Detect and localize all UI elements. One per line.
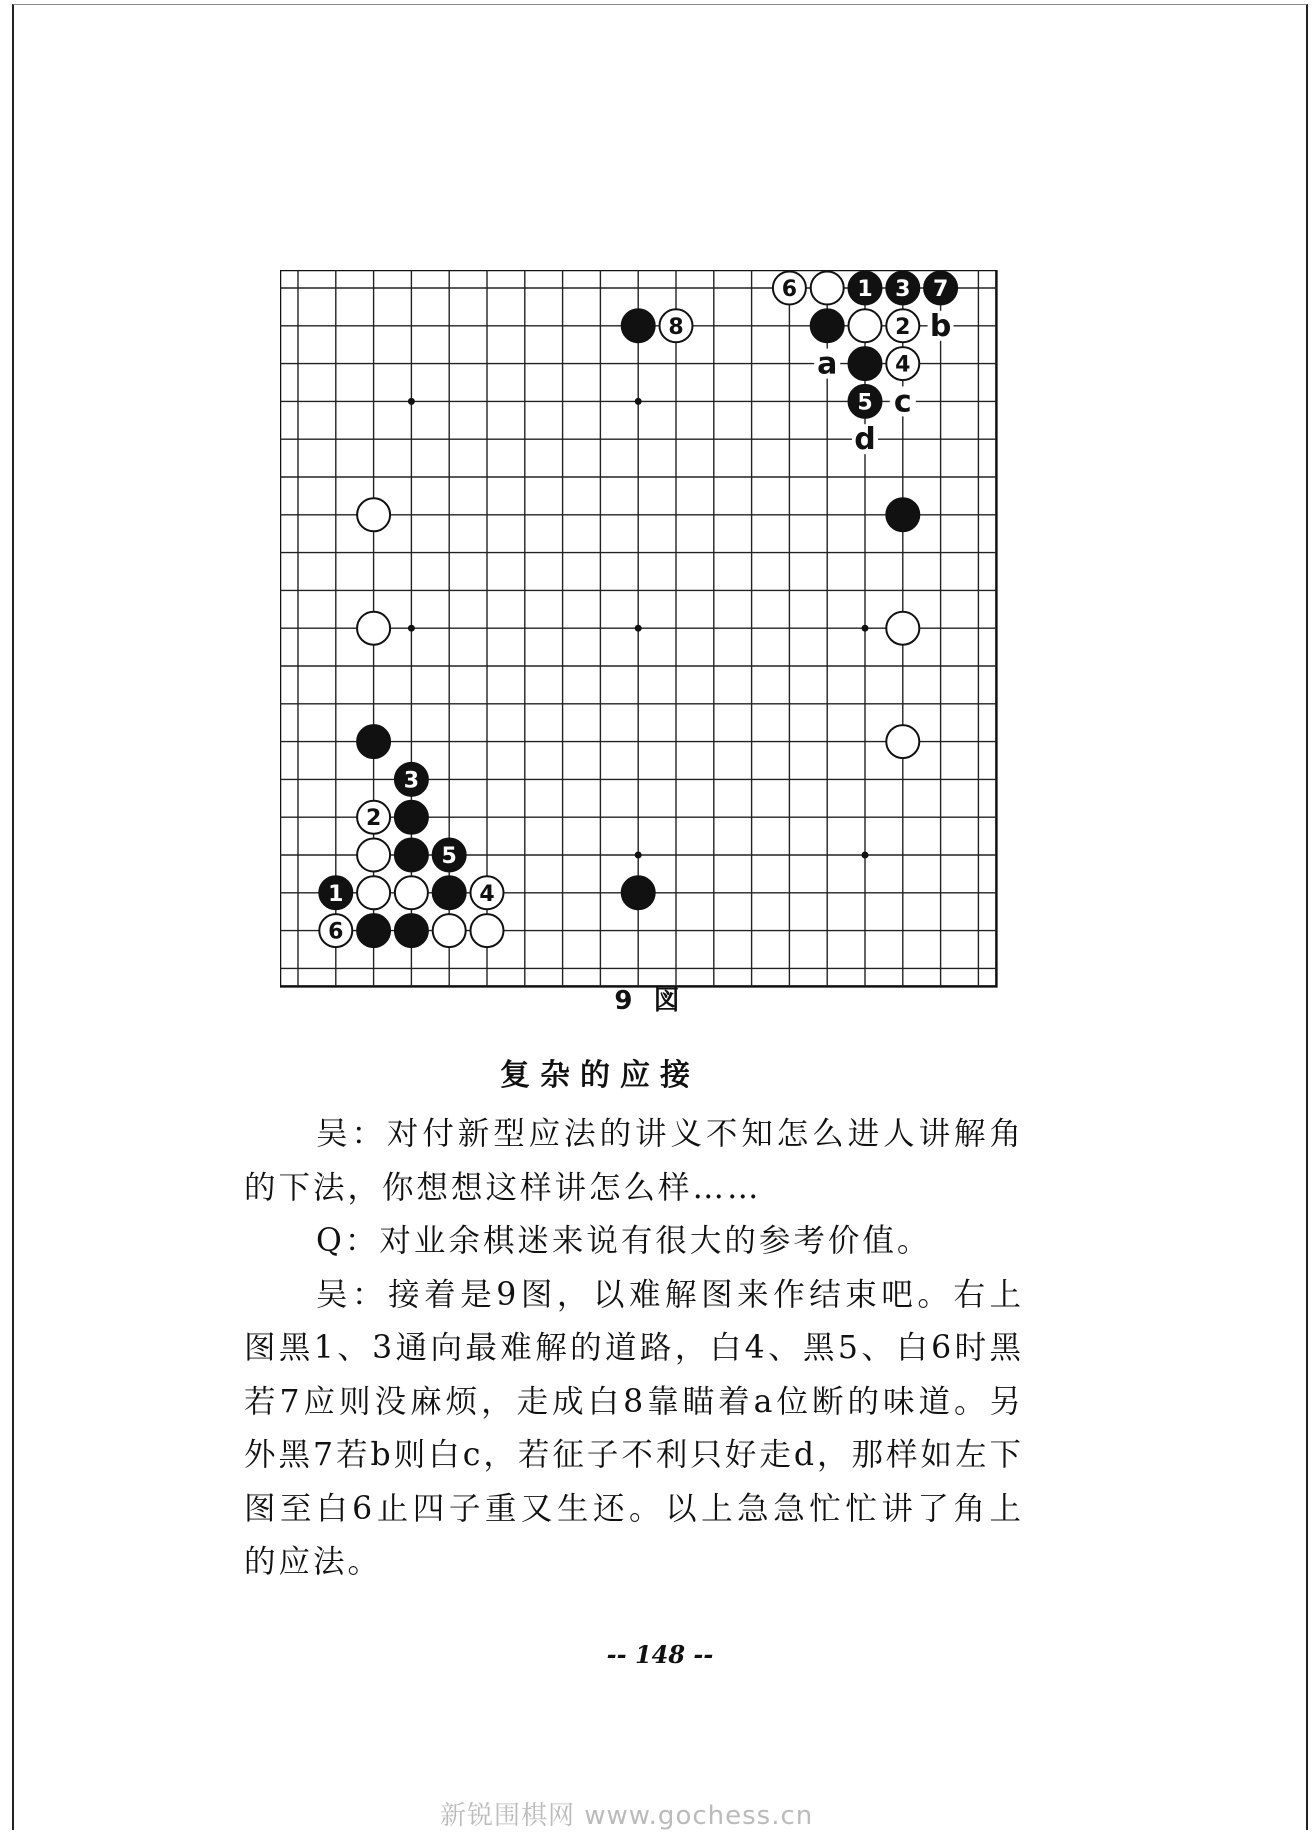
white-stone xyxy=(886,725,919,758)
star-point xyxy=(635,852,642,859)
point-label: a xyxy=(817,346,838,382)
black-stone xyxy=(395,801,428,834)
white-stone xyxy=(886,612,919,645)
black-stone xyxy=(886,498,919,531)
white-stone xyxy=(811,272,844,305)
white-stone xyxy=(357,839,390,872)
black-stone xyxy=(622,309,655,342)
black-stone xyxy=(395,914,428,947)
move-number: 2 xyxy=(895,314,911,340)
move-number: 3 xyxy=(895,277,911,302)
move-number: 8 xyxy=(668,314,684,340)
move-number: 3 xyxy=(403,768,420,794)
white-stone xyxy=(357,876,390,909)
black-stone xyxy=(811,309,844,342)
move-number: 4 xyxy=(895,352,911,378)
move-number: 1 xyxy=(857,277,873,302)
black-stone xyxy=(357,914,390,947)
point-label: b xyxy=(929,308,952,344)
star-point xyxy=(862,625,869,632)
move-number: 7 xyxy=(932,277,949,302)
star-point xyxy=(635,398,642,405)
white-stone xyxy=(471,914,504,947)
point-label: d xyxy=(854,422,876,458)
star-point xyxy=(408,398,415,405)
point-label: c xyxy=(893,384,912,420)
white-stone xyxy=(433,914,466,947)
black-stone xyxy=(849,347,882,380)
move-number: 6 xyxy=(781,277,798,302)
move-number: 4 xyxy=(479,881,495,907)
white-stone xyxy=(357,498,390,531)
black-stone xyxy=(622,876,655,909)
white-stone xyxy=(395,876,428,909)
white-stone xyxy=(849,309,882,342)
go-board xyxy=(280,270,1000,1000)
black-stone xyxy=(395,839,428,872)
move-number: 5 xyxy=(441,844,457,869)
figure-caption: 9 図 xyxy=(614,986,686,1016)
star-point xyxy=(862,852,869,859)
paragraph: 吴：接着是9图，以难解图来作结束吧。右上图黑1、3通向最难解的道路，白4、黑5、白6时黑若7应则没麻烦，走成白8靠瞄着a位断的味道。另外黑7若b则白c，若征子不利只好走d，那样如左下图至白6止四子重又生还。以上急急忙忙讲了角上的应法。 xyxy=(244,1276,1025,1580)
section-title: 复杂的应接 xyxy=(500,1058,700,1093)
move-number: 2 xyxy=(365,806,382,832)
star-point xyxy=(408,625,415,632)
paragraph: Q：对业余棋迷来说有很大的参考价值。 xyxy=(316,1223,932,1259)
move-number: 1 xyxy=(328,881,344,907)
black-stone xyxy=(433,876,466,909)
black-stone xyxy=(357,725,390,758)
page-number: -- 148 -- xyxy=(606,1640,714,1669)
body-text xyxy=(244,1108,1024,1590)
paragraph: 吴：对付新型应法的讲义不知怎么进人讲解角的下法，你想想这样讲怎么样…… xyxy=(244,1116,1024,1206)
white-stone xyxy=(357,612,390,645)
move-number: 6 xyxy=(328,919,344,945)
star-point xyxy=(635,625,642,632)
go-diagram xyxy=(280,270,1000,1000)
watermark: 新锐围棋网 www.gochess.cn xyxy=(440,1801,814,1831)
move-number: 5 xyxy=(857,390,873,416)
